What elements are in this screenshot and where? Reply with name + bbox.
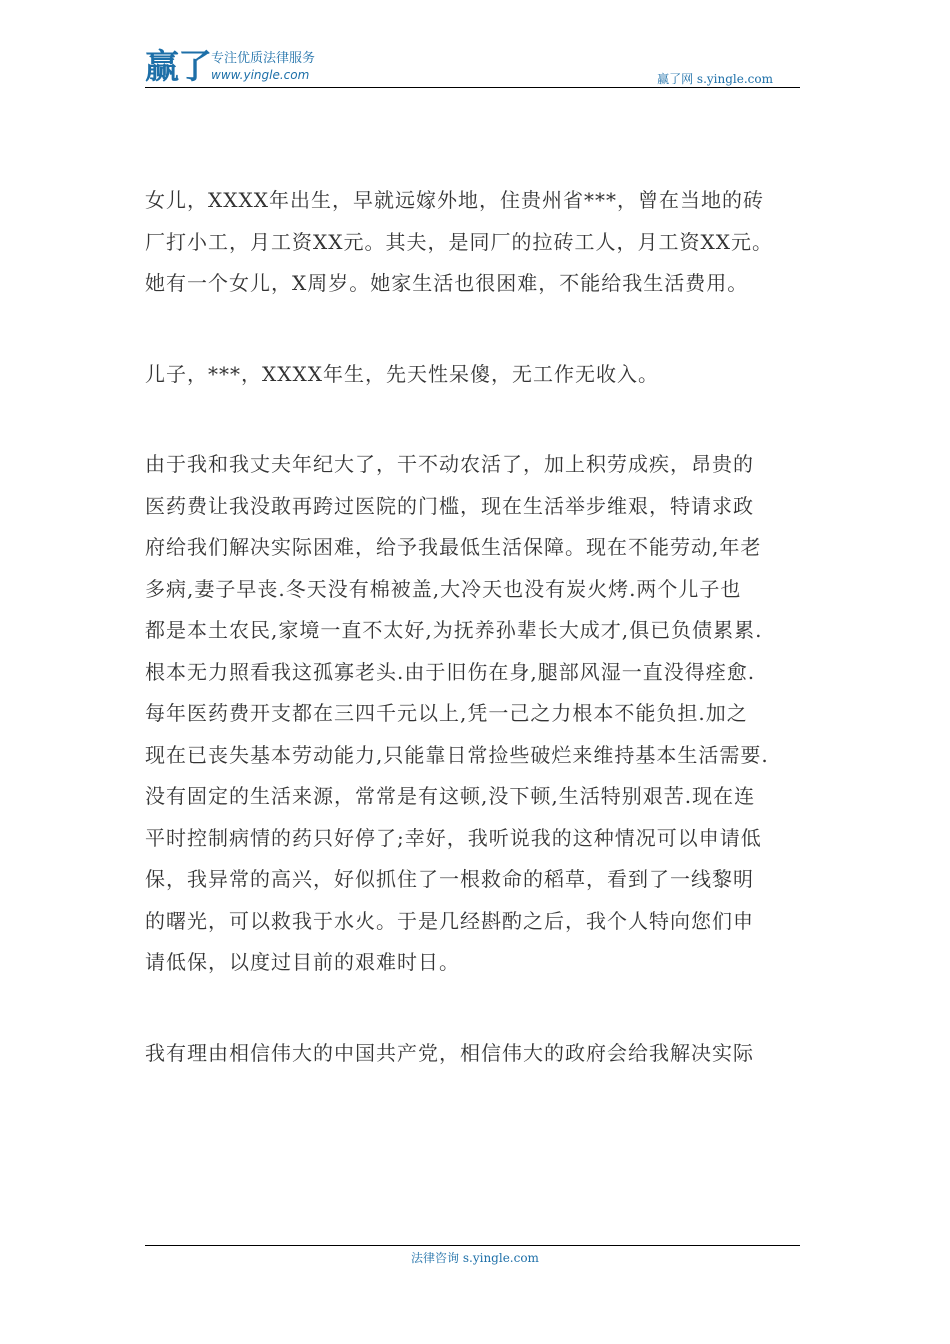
page-header	[145, 46, 800, 88]
footer-divider	[145, 1245, 800, 1246]
paragraph-hardship: 由于我和我丈夫年纪大了，干不动农活了，加上积劳成疾，昂贵的 医药费让我没敢再跨过医院的门槛，现在生活举步维艰，特请求政 府给我们解决实际困难，给予我最低生活保障。现在不能劳动,年老 多病,妻子早丧.冬天没有棉被盖,大冷天也没有炭火烤.两个儿子也 都是本土农民,家境一直不太好,为抚养孙辈长大成才,俱已负债累累. 根本无力照看我这孤寡老头.由于旧伤在身,腿部风湿一直没得痊愈. 每年医药费开支都在三四千元以上,凭一己之力根本不能负担.加之 现在已丧失基本劳动能力,只能靠日常捡些破烂来维持基本生活需要. 没有固定的生活来源，常常是有这顿,没下顿,生活特别艰苦.现在连 平时控制病情的药只好停了;幸好，我听说我的这种情况可以申请低 保，我异常的高兴，好似抓住了一根救命的稻草，看到了一线黎明 的曙光，可以救我于水火。于是几经斟酌之后，我个人特向您们申 请低保，以度过目前的艰难时日。	[145, 452, 769, 974]
paragraph-son: 儿子，***，XXXX年生，先天性呆傻，无工作无收入。	[145, 361, 659, 386]
document-body	[145, 180, 805, 1123]
footer-link[interactable]: 法律咨询 s.yingle.com	[411, 1251, 539, 1265]
logo-tagline: 专注优质法律服务	[211, 51, 316, 66]
paragraph-daughter: 女儿，XXXX年出生，早就远嫁外地，住贵州省***，曾在当地的砖 厂打小工，月工资XX元。其夫，是同厂的拉砖工人，月工资XX元。 她有一个女儿，X周岁。她家生活也很困难，不能给我生活费用。	[145, 188, 773, 295]
header-divider	[145, 87, 800, 88]
logo-url[interactable]: www.yingle.com	[211, 68, 310, 82]
paragraph-belief: 我有理由相信伟大的中国共产党，相信伟大的政府会给我解决实际	[145, 1040, 754, 1065]
logo[interactable]: 赢了	[145, 47, 211, 87]
site-link[interactable]: 赢了网 s.yingle.com	[657, 72, 773, 86]
